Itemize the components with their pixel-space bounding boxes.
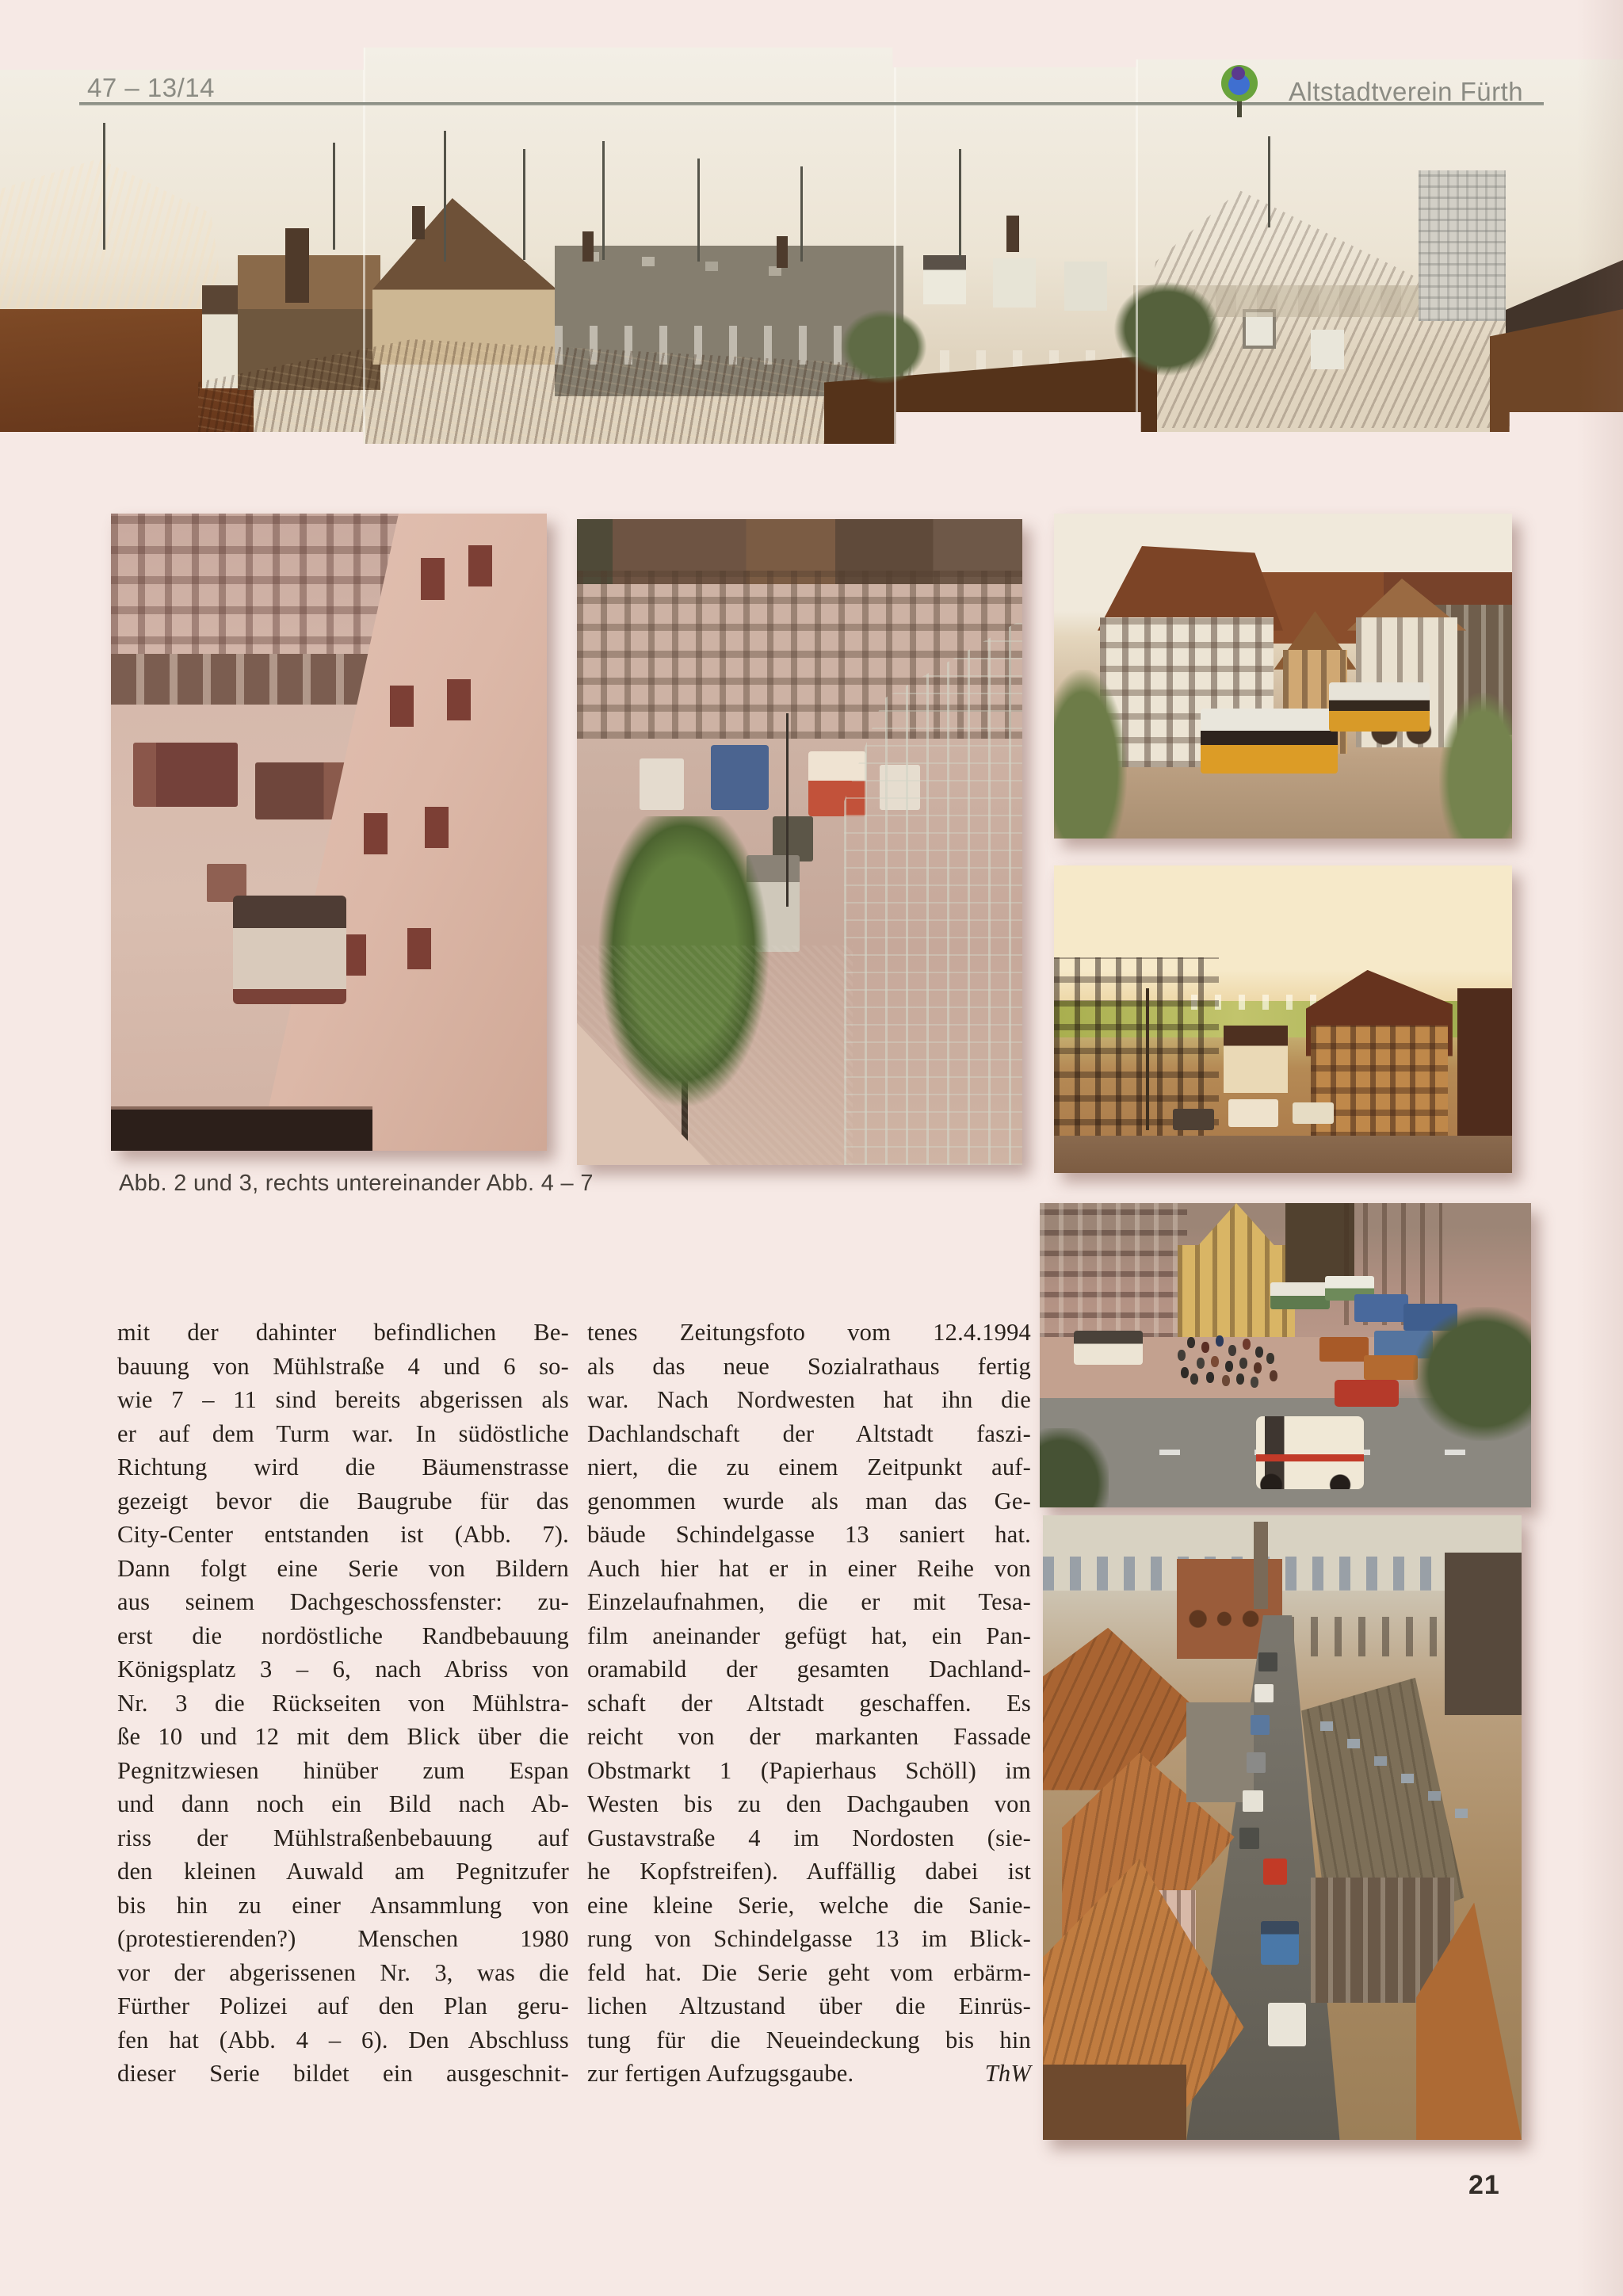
window [390,686,414,727]
tree-crown [1413,1307,1531,1441]
page-number: 21 [1468,2170,1500,2200]
text-line: niert, die zu einem Zeitpunkt auf- [587,1454,1031,1480]
antenna [1268,136,1270,227]
van [233,896,346,1004]
foreground-shadow-roof [1043,2065,1186,2140]
text-line: film aneinander gefügt hat, ein Pan- [587,1622,1031,1649]
antenna [444,131,446,262]
parked-car [1247,1752,1266,1772]
chimney-tower [1254,1522,1268,1609]
tree-canopy-purple [1232,67,1245,80]
text-line: rung von Schindelgasse 13 im Blick- [587,1925,1031,1952]
page-title: Altstadtverein Fürth [1289,77,1524,106]
text-line: dieser Serie bildet ein ausgeschnit- [117,2060,569,2087]
lamp-post [786,713,789,907]
text-line: genommen wurde als man das Ge- [587,1487,1031,1515]
text-line: (protestierenden?) Menschen 1980 [117,1925,569,1952]
car [1293,1102,1334,1124]
red-car [1335,1380,1399,1408]
small-tower [285,228,309,303]
text-line: Pegnitzwiesen hinüber zum Espan [117,1756,569,1784]
photo-seam [363,48,365,444]
road-strip [1054,1136,1512,1173]
blue-van [711,745,769,810]
text-line: oramabild der gesamten Dachland- [587,1656,1031,1683]
antenna [602,141,605,260]
antenna [959,149,961,260]
storefront-band [111,654,399,705]
parked-car [1239,1828,1259,1849]
parked-car [1254,1684,1274,1703]
orange-car [1319,1337,1369,1362]
chimney [412,206,425,239]
steep-roof-house [372,198,563,365]
photo-seam [1136,48,1138,444]
ambulance [1256,1416,1364,1489]
photo-abb-7 [1043,1515,1522,2140]
photo-abb-4 [1054,514,1512,839]
power-pole [1146,988,1149,1129]
article-column-left [117,1316,569,2091]
text-line: City-Center entstanden ist (Abb. 7). [117,1521,569,1548]
text-line: schaft der Altstadt geschaffen. Es [587,1689,1031,1717]
text-line: als das neue Sozialrathaus fertig [587,1352,1031,1380]
blue-car [1354,1294,1408,1322]
police-van [1270,1282,1329,1310]
text-line: Fürther Polizei auf den Plan geru- [117,1992,569,2019]
issue-number: 47 – 13/14 [87,73,215,102]
panorama-rooftop-photo [0,48,1623,444]
orange-car [1364,1355,1418,1380]
window-sill-band [111,1106,372,1151]
photo-seam [894,48,896,444]
window [468,545,492,586]
text-line: er auf dem Turm war. In südöstliche [117,1419,569,1447]
text-line: eine kleine Serie, welche die Sanie- [587,1891,1031,1919]
text-line: Richtung wird die Bäumenstrasse [117,1454,569,1480]
yellow-gable-house [1178,1203,1296,1343]
roof-dormers [1320,1721,1333,1731]
text-line: lichen Altzustand über die Einrüs- [587,1992,1031,2019]
window [447,679,471,720]
last-line-text: zur fertigen Aufzugsgaube. [587,2060,854,2087]
blue-truck [1261,1921,1299,1965]
chimney [582,231,594,262]
text-line: he Kopfstreifen). Auffällig dabei ist [587,1858,1031,1885]
text-line: Einzelaufnahmen, die er mit Tesa- [587,1588,1031,1615]
white-van [1268,2003,1306,2046]
parked-car [1258,1652,1277,1671]
text-line: den kleinen Auwald am Pegnitzufer [117,1858,569,1885]
text-line: Gustavstraße 4 im Nordosten (sie- [587,1824,1031,1851]
text-line: tenes Zeitungsfoto vom 12.4.1994 [587,1319,1031,1346]
red-car-driving [1263,1859,1287,1885]
car [640,758,684,810]
text-line: fen hat (Abb. 4 – 6). Den Abschluss [117,2026,569,2053]
text-line: reicht von der markanten Fassade [587,1723,1031,1750]
high-rise-building [1419,170,1506,321]
text-line: aus seinem Dachgeschossfenster: zu- [117,1588,569,1615]
parked-car [1243,1790,1262,1812]
text-line: Obstmarkt 1 (Papierhaus Schöll) im [587,1756,1031,1784]
white-dormers [923,255,966,304]
window [421,558,445,599]
text-line: feld hat. Die Serie geht vom erbärm- [587,1958,1031,1986]
text-line: Königsplatz 3 – 6, nach Abriss von [117,1656,569,1683]
van [1228,1099,1279,1127]
text-line: wie 7 – 11 sind bereits abgerissen als [117,1386,569,1413]
photo-abb-6 [1040,1203,1531,1507]
antenna [333,143,335,250]
chimney [777,236,788,268]
truck [255,762,347,819]
window [407,928,431,969]
text-line: Westen bis zu den Dachgauben von [587,1790,1031,1817]
window [364,813,388,854]
text-line: mit der dahinter befindlichen Be- [117,1319,569,1346]
article-last-line [587,2057,1031,2091]
photo-abb-5 [1054,865,1512,1173]
text-line: bauung von Mühlstraße 4 und 6 so- [117,1352,569,1380]
parked-car [1251,1715,1270,1735]
text-line: Nr. 3 die Rückseiten von Mühlstra- [117,1689,569,1717]
page-edge-shade [1577,0,1623,2296]
antenna [103,123,105,250]
text-line: Dachlandschaft der Altstadt faszi- [587,1419,1031,1447]
text-line: bäude Schindelgasse 13 saniert hat. [587,1521,1031,1548]
white-minibus [1074,1331,1143,1364]
tree-crown [1040,1428,1109,1507]
text-line: bis hin zu einer Ansammlung von [117,1891,569,1919]
antenna [523,149,525,260]
text-line: ße 10 und 12 mit dem Blick über die [117,1723,569,1750]
photo-abb-2 [111,514,547,1151]
yellow-bus [1329,682,1430,732]
tree-icon [1220,63,1268,116]
truck [133,743,238,806]
text-line: tung für die Neueindeckung bis hin [587,2026,1031,2053]
shrubs [1054,670,1127,839]
text-line: vor der abgerissenen Nr. 3, was die [117,1958,569,1986]
yellow-bus [1201,709,1338,774]
text-line: und dann noch ein Bild nach Ab- [117,1790,569,1817]
article-column-right [587,1316,1031,2057]
figures-caption: Abb. 2 und 3, rechts untereinander Abb. 4 – 7 [119,1171,594,1196]
text-line: riss der Mühlstraßenbebauung auf [117,1824,569,1851]
dark-roofs [1445,1553,1522,1715]
tree-crown [840,309,927,384]
shrubs [1439,693,1512,839]
antenna [697,159,700,262]
crowd-of-people [1187,1337,1195,1348]
antenna [800,166,803,262]
chimney [1006,216,1019,252]
author-initials: ThW [984,2060,1031,2087]
text-line: war. Nach Nordwesten hat ihn die [587,1386,1031,1413]
gray-roof [1186,1702,1254,1802]
text-line: gezeigt bevor die Baugrube für das [117,1487,569,1515]
tree-crown [1113,281,1220,376]
photo-abb-3 [577,519,1022,1165]
window [425,807,449,848]
white-house [1224,1026,1288,1093]
text-line: Auch hier hat er in einer Reihe von [587,1554,1031,1582]
text-line: Dann folgt eine Serie von Bildern [117,1554,569,1582]
text-line: erst die nordöstliche Randbebauung [117,1622,569,1649]
car [1173,1109,1214,1130]
